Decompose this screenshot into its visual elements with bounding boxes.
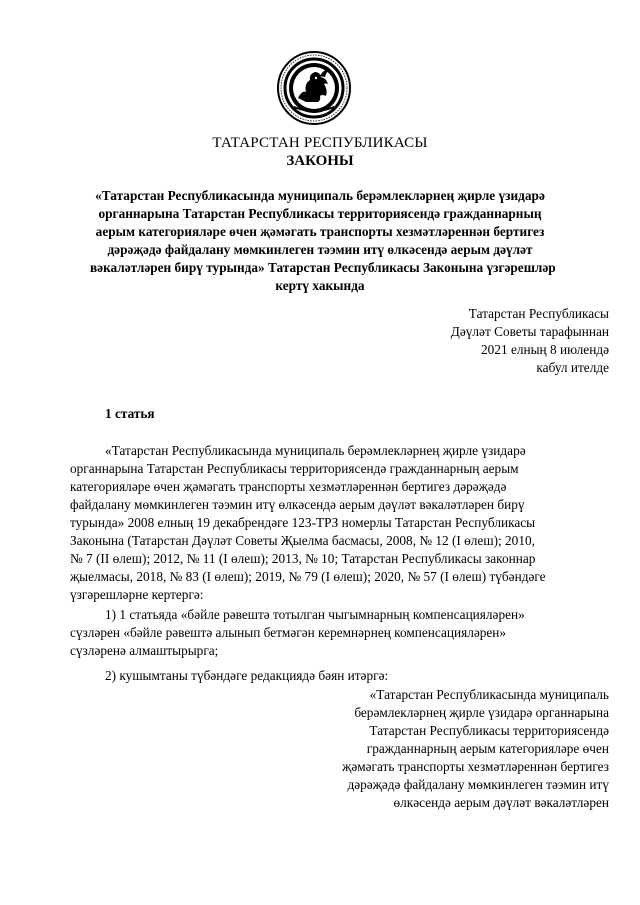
law-title-line: аерым категорияләре өчен җәмәгать транспорты хезмәтләреннән бертигез xyxy=(95,224,545,239)
appendix-quote-line: Татарстан Республикасы территориясендә xyxy=(369,723,609,738)
document-header-republic: ТАТАРСТАН РЕСПУБЛИКАСЫ xyxy=(212,135,428,151)
item-1-line: 1) 1 статьяда «бәйле рәвештә тотылган чыгымнарның компенсацияләрен» xyxy=(105,607,525,622)
article-intro-line: үзгәрешләрне кертергә: xyxy=(70,587,204,602)
appendix-quote-line: берәмлекләрнең җирле үзидарә органнарына xyxy=(354,705,609,720)
appendix-quote-line: дәрәҗәдә файдалану мөмкинлеген тәэмин итү xyxy=(347,777,609,792)
article-intro-line: № 7 (II өлеш); 2012, № 11 (I өлеш); 2013, № 10; Татарстан Республикасы законнар xyxy=(70,551,536,566)
appendix-quote-line: «Татарстан Республикасында муниципаль xyxy=(369,687,609,702)
adoption-line: 2021 елның 8 июлендә xyxy=(481,342,609,357)
law-title-line: кертү хакында xyxy=(275,278,365,293)
law-title-line: вәкаләтләрен бирү турында» Татарстан Республикасы Законына үзгәрешләр xyxy=(90,260,556,275)
law-title-line: органнарына Татарстан Республикасы территориясендә гражданнарның xyxy=(98,206,542,221)
article-intro-line: җыелмасы, 2018, № 83 (I өлеш); 2019, № 79 (I өлеш); 2020, № 57 (I өлеш) түбәндәге xyxy=(70,569,546,584)
appendix-quote-line: җәмәгать транспорты хезмәтләреннән бертигез xyxy=(342,759,609,774)
adoption-line: кабул ителде xyxy=(536,360,609,375)
article-heading: 1 статья xyxy=(105,406,155,421)
law-title xyxy=(90,187,556,295)
article-intro-line: файдалану мөмкинлеген тәэмин итү өлкәсендә аерым дәүләт вәкаләтләрен бирү xyxy=(70,497,525,512)
document-header-law: ЗАКОНЫ xyxy=(286,153,354,169)
adoption-line: Дәүләт Советы тарафыннан xyxy=(450,324,609,339)
item-1-line: сүзләренә алмаштырырга; xyxy=(70,643,219,658)
item-2-line: 2) кушымтаны түбәндәге редакциядә бәян итәргә: xyxy=(105,668,389,683)
adoption-line: Татарстан Республикасы xyxy=(468,306,609,321)
article-intro-line: турында» 2008 елның 19 декабрендәге 123-ТРЗ номерлы Татарстан Республикасы xyxy=(70,515,536,530)
law-title-line: дәрәҗәдә файдалану мөмкинлеген тәэмин итү өлкәсендә аерым дәүләт xyxy=(107,242,533,257)
law-title-line: «Татарстан Республикасында муниципаль берәмлекләрнең җирле үзидарә xyxy=(95,188,545,203)
article-intro-line: «Татарстан Республикасында муниципаль берәмлекләрнең җирле үзидарә xyxy=(105,443,526,458)
appendix-quote-line: гражданнарның аерым категорияләре өчен xyxy=(366,741,609,756)
appendix-quote-line: өлкәсендә аерым дәүләт вәкаләтләрен xyxy=(393,795,609,810)
article-intro-line: органнарына Татарстан Республикасы территориясендә гражданнарның аерым xyxy=(70,461,519,476)
article-intro-line: Законына (Татарстан Дәүләт Советы Җыелма басмасы, 2008, № 12 (I өлеш); 2010, xyxy=(70,533,535,548)
appendix-quote xyxy=(342,686,609,812)
article-intro-line: категорияләре өчен җәмәгать транспорты хезмәтләреннән бертигез дәрәҗәдә xyxy=(70,479,507,494)
adoption-block xyxy=(451,305,609,377)
item-1-line: сүзләрен «бәйле рәвештә алынып бетмәгән керемнәрнең компенсацияләрен» xyxy=(70,625,507,640)
tatarstan-coat-of-arms-icon xyxy=(276,50,352,126)
